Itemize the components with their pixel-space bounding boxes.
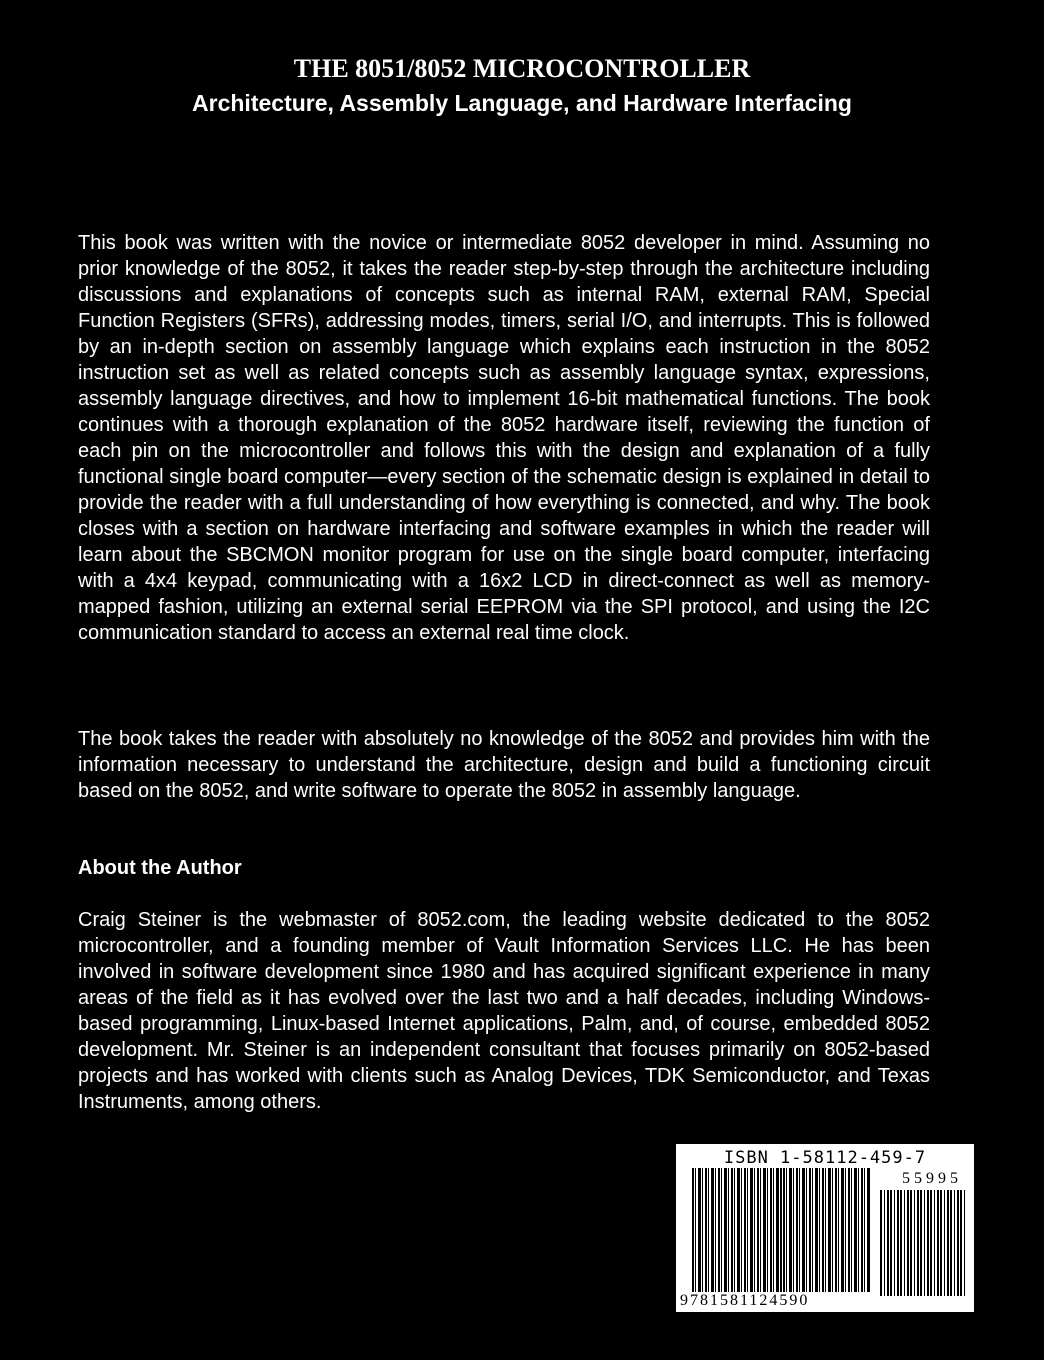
author-bio-paragraph: Craig Steiner is the webmaster of 8052.com, the leading website dedicated to the 8052 microcontroller, and a founding member of Vault Information Services LLC. He has been involved in software development since 1980 and has acquired significant experience in many areas of the field as it has evolved over the last two and a half decades, including Windows-based programming, Linux-based Internet applications, Palm, and, of course, embedded 8052 development. Mr. Steiner is an independent consultant that focuses primarily on 8052-based projects and has worked with clients such as Analog Devices, TDK Semiconductor, and Texas Instruments, among others. — [78, 909, 930, 1113]
summary-paragraph: The book takes the reader with absolutely no knowledge of the 8052 and provides him with the information necessary to understand the architecture, design and build a functioning circuit based on the 8052, and write software to operate the 8052 in assembly language. — [78, 728, 930, 802]
barcode-guard-center — [780, 1168, 782, 1304]
ean-digits: 9781581124590 — [680, 1292, 880, 1310]
barcode-guard-right — [868, 1168, 870, 1304]
book-title: THE 8051/8052 MICROCONTROLLER — [293, 54, 751, 83]
price-code: 55995 — [902, 1170, 962, 1187]
isbn-label: ISBN 1-58112-459-7 — [723, 1148, 927, 1168]
book-subtitle: Architecture, Assembly Language, and Hardware Interfacing — [192, 90, 852, 116]
isbn-barcode — [676, 1144, 974, 1312]
description-paragraph: This book was written with the novice or intermediate 8052 developer in mind. Assuming no prior knowledge of the 8052, it takes the reader step-by-step through the architecture including discussions and explanations of concepts such as internal RAM, external RAM, Special Function Registers (SFRs), addressing modes, timers, serial I/O, and interrupts. This is followed by an in-depth section on assembly language which explains each instruction in the 8052 instruction set as well as related concepts such as assembly language syntax, expressions, assembly language directives, and how to implement 16-bit mathematical functions. The book continues with a thorough explanation of the 8052 hardware itself, reviewing the function of each pin on the microcontroller and follows this with the design and explanation of a fully functional single board computer—every section of the schematic design is explained in detail to provide the reader with a full understanding of how everything is connected, and why. The book closes with a section on hardware interfacing and software examples in which the reader will learn about the SBCMON monitor program for use on the single board computer, interfacing with a 4x4 keypad, communicating with a 16x2 LCD in direct-connect as well as memory-mapped fashion, utilizing an external serial EEPROM via the SPI protocol, and using the I2C communication standard to access an external real time clock. — [78, 232, 930, 644]
price-barcode-bars — [880, 1190, 966, 1296]
barcode-guard-left — [692, 1168, 694, 1304]
about-author-heading: About the Author — [78, 857, 242, 879]
